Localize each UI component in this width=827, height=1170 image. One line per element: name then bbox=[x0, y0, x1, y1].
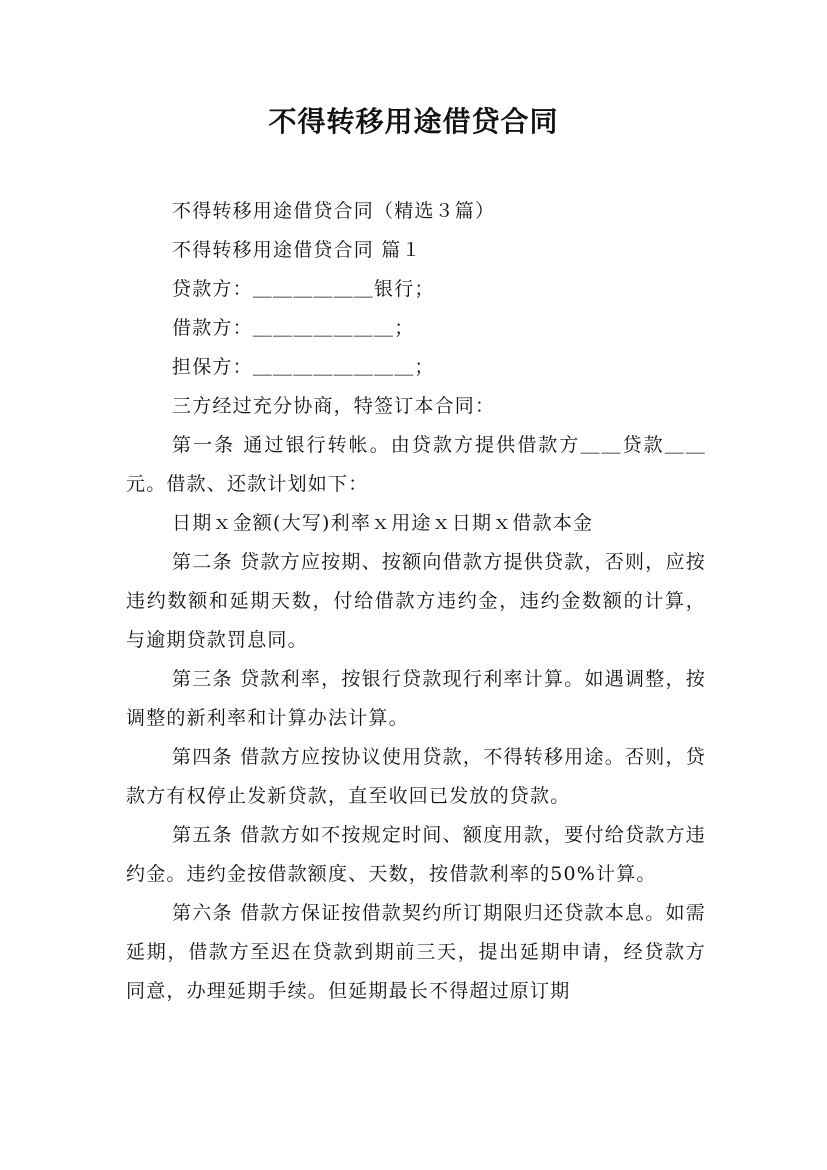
paragraph-part-heading: 不得转移用途借贷合同 篇１ bbox=[172, 239, 422, 261]
paragraph-lender: 贷款方：＿＿＿＿＿＿银行； bbox=[172, 278, 435, 300]
paragraph-article-3: 第三条 贷款利率，按银行贷款现行利率计算。如遇调整，按调整的新利率和计算办法计算。 bbox=[126, 668, 706, 729]
paragraph-borrower: 借款方：＿＿＿＿＿＿＿； bbox=[172, 317, 415, 339]
paragraph-subtitle: 不得转移用途借贷合同（精选３篇） bbox=[172, 200, 496, 222]
paragraph-schedule: 日期ｘ金额(大写)利率ｘ用途ｘ日期ｘ借款本金 bbox=[172, 512, 594, 534]
paragraph-guarantor: 担保方：＿＿＿＿＿＿＿＿； bbox=[172, 356, 435, 378]
document-body bbox=[126, 192, 706, 1011]
paragraph-article-1: 第一条 通过银行转帐。由贷款方提供借款方＿＿贷款＿＿元。借款、还款计划如下： bbox=[126, 434, 706, 495]
paragraph-article-4: 第四条 借款方应按协议使用贷款，不得转移用途。否则，贷款方有权停止发新贷款，直至收回已发放的贷款。 bbox=[126, 746, 706, 807]
paragraph-article-6: 第六条 借款方保证按借款契约所订期限归还贷款本息。如需延期，借款方至迟在贷款到期前三天，提出延期申请，经贷款方同意，办理延期手续。但延期最长不得超过原订期 bbox=[126, 902, 706, 1002]
paragraph-article-5: 第五条 借款方如不按规定时间、额度用款，要付给贷款方违约金。违约金按借款额度、天数，按借款利率的50%计算。 bbox=[126, 824, 706, 885]
paragraph-preamble: 三方经过充分协商，特签订本合同： bbox=[172, 395, 496, 417]
paragraph-article-2: 第二条 贷款方应按期、按额向借款方提供贷款，否则，应按违约数额和延期天数，付给借款方违约金，违约金数额的计算，与逾期贷款罚息同。 bbox=[126, 551, 706, 651]
document-title: 不得转移用途借贷合同 bbox=[268, 105, 559, 138]
